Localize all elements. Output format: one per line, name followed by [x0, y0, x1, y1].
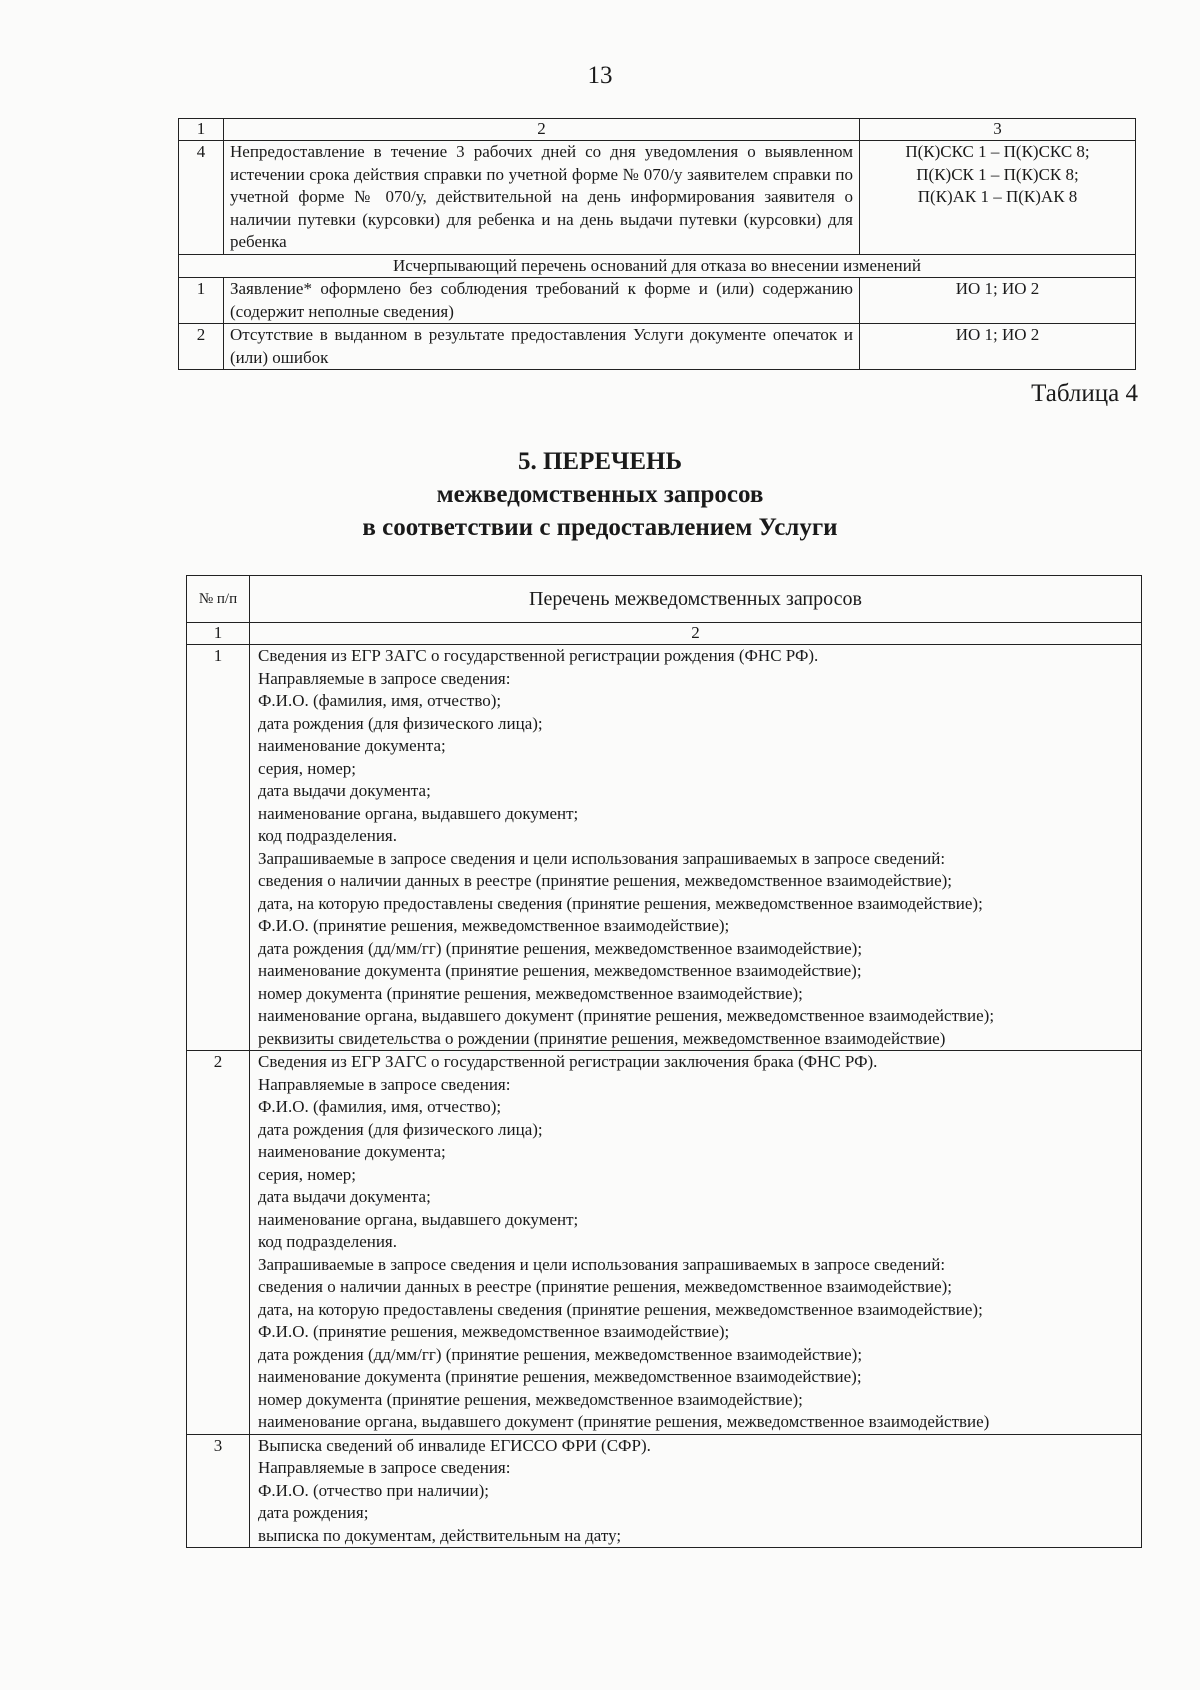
section-title-row [179, 254, 1136, 278]
row-codes [860, 141, 1136, 255]
content-line: Направляемые в запросе сведения: [258, 1458, 511, 1477]
content-line: дата выдачи документа; [258, 1187, 431, 1206]
content-line: наименование органа, выдавшего документ (принятие решения, межведомственное взаимодействие); [258, 1006, 995, 1025]
content-line: код подразделения. [258, 1232, 398, 1251]
row-content [250, 645, 1142, 1051]
section-heading [0, 445, 1200, 544]
content-line: Направляемые в запросе сведения: [258, 1074, 511, 1094]
row-text: Заявление* оформлено без соблюдения требований к форме и (или) содержанию (содержит неполные сведения) [224, 278, 860, 324]
heading-line: 5. ПЕРЕЧЕНЬ [517, 448, 683, 475]
content-line: Ф.И.О. (фамилия, имя, отчество); [258, 691, 502, 710]
heading-line: в соответствии с предоставлением Услуги [362, 514, 838, 541]
row-codes: ИО 1; ИО 2 [860, 324, 1136, 370]
content-line: наименование органа, выдавшего документ; [258, 803, 579, 823]
code-line: П(К)СК 1 – П(К)СК 8; [916, 164, 1079, 184]
table-row [179, 278, 1136, 324]
content-line: номер документа (принятие решения, межведомственное взаимодействие); [258, 983, 803, 1003]
table-row [179, 141, 1136, 255]
content-line: серия, номер; [258, 1164, 357, 1184]
content-line: Ф.И.О. (принятие решения, межведомственное взаимодействие); [258, 1322, 730, 1341]
content-line: выписка по документам, действительным на дату; [258, 1525, 622, 1545]
column-number-cell: 1 [179, 119, 224, 141]
content-line: Ф.И.О. (отчество при наличии); [258, 1480, 489, 1500]
interagency-requests-table [186, 575, 1142, 1548]
heading-line: межведомственных запросов [436, 481, 764, 508]
content-line: дата рождения; [258, 1503, 369, 1522]
content-line: Запрашиваемые в запросе сведения и цели использования запрашиваемых в запросе сведений: [258, 1254, 946, 1274]
content-line: дата рождения (дд/мм/гг) (принятие решения, межведомственное взаимодействие); [258, 938, 863, 958]
row-number: 2 [179, 324, 224, 370]
content-line: Сведения из ЕГР ЗАГС о государственной регистрации заключения брака (ФНС РФ). [258, 1052, 878, 1071]
row-number: 4 [179, 141, 224, 255]
content-line: дата, на которую предоставлены сведения (принятие решения, межведомственное взаимодействие); [258, 893, 983, 913]
column-number-cell: 2 [224, 119, 860, 141]
content-line: реквизиты свидетельства о рождении (принятие решения, межведомственное взаимодействие) [258, 1028, 946, 1048]
header-title-cell: Перечень межведомственных запросов [250, 576, 1142, 623]
content-line: наименование органа, выдавшего документ (принятие решения, межведомственное взаимодействие) [258, 1412, 990, 1431]
content-line: дата выдачи документа; [258, 781, 431, 800]
content-line: код подразделения. [258, 826, 398, 845]
content-line: дата рождения (для физического лица); [258, 1119, 543, 1139]
table-row [187, 1051, 1142, 1435]
code-line: П(К)СКС 1 – П(К)СКС 8; [905, 142, 1090, 161]
row-content [250, 1051, 1142, 1435]
content-line: наименование документа; [258, 1142, 446, 1161]
row-number: 2 [187, 1051, 250, 1435]
row-content [250, 1434, 1142, 1548]
content-line: Сведения из ЕГР ЗАГС о государственной регистрации рождения (ФНС РФ). [258, 646, 819, 665]
column-numbers-row [187, 623, 1142, 645]
column-number-cell: 2 [250, 623, 1142, 645]
content-line: дата, на которую предоставлены сведения (принятие решения, межведомственное взаимодействие); [258, 1299, 983, 1319]
row-text: Отсутствие в выданном в результате предоставления Услуги документе опечаток и (или) ошибок [224, 324, 860, 370]
content-line: наименование органа, выдавшего документ; [258, 1209, 579, 1229]
content-line: наименование документа (принятие решения, межведомственное взаимодействие); [258, 961, 862, 980]
row-number: 1 [187, 645, 250, 1051]
row-text: Непредоставление в течение 3 рабочих дней со дня уведомления о выявленном истечении срока действия справки по учетной форме № 070/у заявителем справки по учетной форме № 070/у, действительной на день информирования заявителя о наличии путевки (курсовки) для ребенка и на день выдачи путевки (курсовки) для ребенка [224, 141, 860, 255]
code-line: П(К)АК 1 – П(К)АК 8 [917, 187, 1078, 206]
content-line: Направляемые в запросе сведения: [258, 668, 511, 688]
content-line: номер документа (принятие решения, межведомственное взаимодействие); [258, 1389, 803, 1409]
row-codes: ИО 1; ИО 2 [860, 278, 1136, 324]
content-line: Ф.И.О. (фамилия, имя, отчество); [258, 1097, 502, 1116]
content-line: Ф.И.О. (принятие решения, межведомственное взаимодействие); [258, 916, 730, 935]
row-number: 1 [179, 278, 224, 324]
content-line: серия, номер; [258, 758, 357, 778]
page-number: 13 [587, 62, 613, 89]
content-line: Запрашиваемые в запросе сведения и цели использования запрашиваемых в запросе сведений: [258, 848, 946, 868]
table-row [179, 324, 1136, 370]
content-line: дата рождения (дд/мм/гг) (принятие решения, межведомственное взаимодействие); [258, 1344, 863, 1364]
content-line: наименование документа; [258, 736, 446, 755]
content-line: Выписка сведений об инвалиде ЕГИССО ФРИ (СФР). [258, 1435, 651, 1455]
refusal-grounds-table [178, 118, 1136, 370]
content-line: дата рождения (для физического лица); [258, 713, 543, 733]
column-number-cell: 3 [860, 119, 1136, 141]
table-header-row [187, 576, 1142, 623]
table-row [187, 645, 1142, 1051]
content-line: наименование документа (принятие решения, межведомственное взаимодействие); [258, 1367, 862, 1386]
content-line: сведения о наличии данных в реестре (принятие решения, межведомственное взаимодействие); [258, 871, 952, 890]
section-title: Исчерпывающий перечень оснований для отказа во внесении изменений [179, 254, 1136, 278]
row-number: 3 [187, 1434, 250, 1548]
table-header-row [179, 119, 1136, 141]
column-number-cell: 1 [187, 623, 250, 645]
content-line: сведения о наличии данных в реестре (принятие решения, межведомственное взаимодействие); [258, 1277, 952, 1296]
header-number-cell: № п/п [187, 576, 250, 623]
table-label: Таблица 4 [1031, 380, 1138, 407]
table-row [187, 1434, 1142, 1548]
